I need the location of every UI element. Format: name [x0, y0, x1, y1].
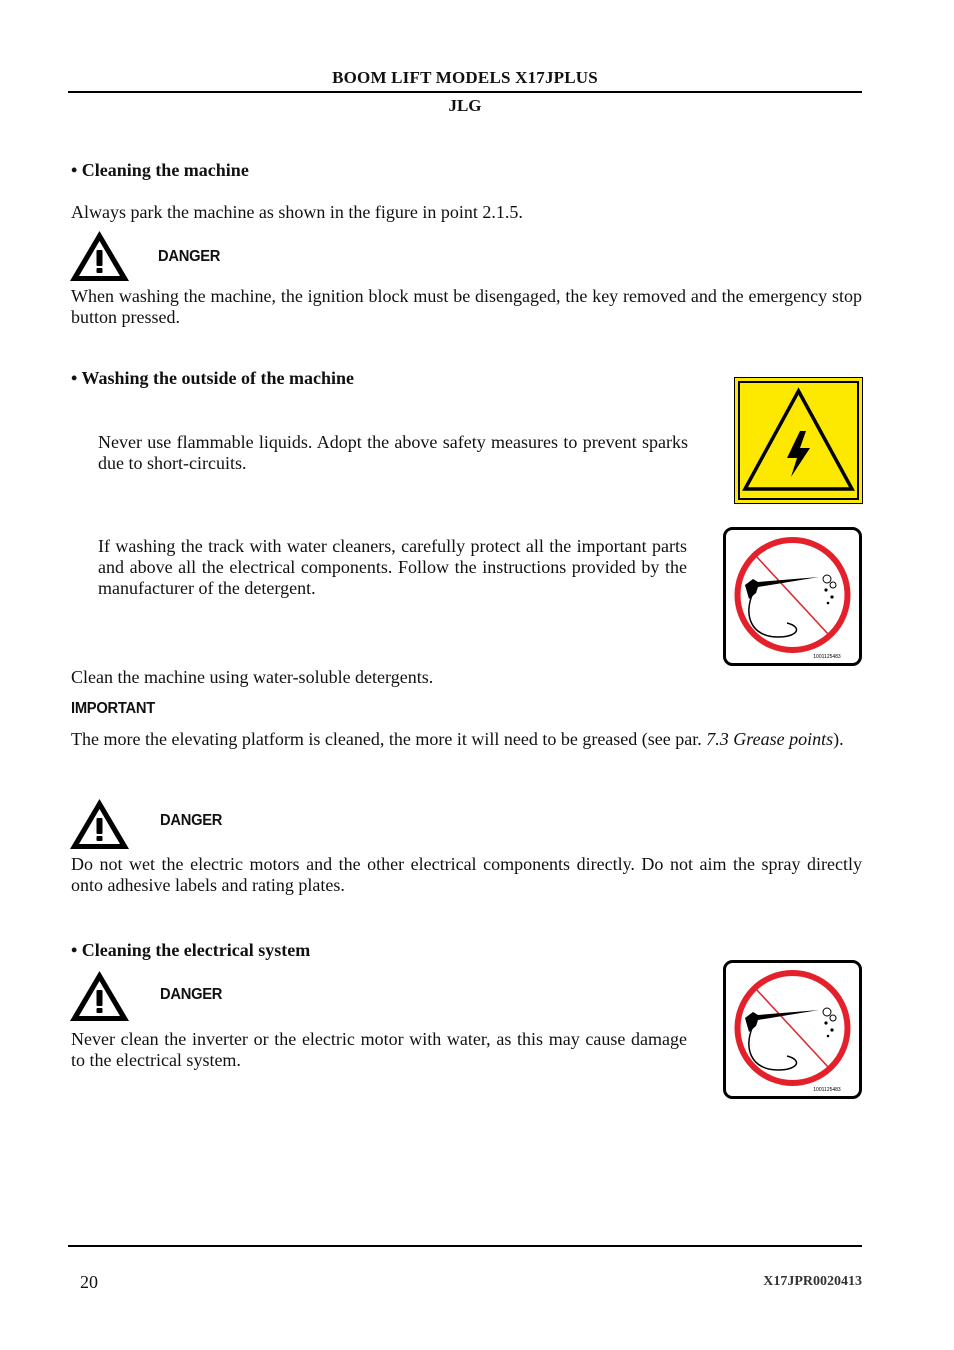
no-water-spray-icon	[723, 960, 862, 1099]
important-text-end: ).	[833, 729, 844, 749]
danger-label: DANGER	[158, 248, 221, 265]
paragraph-park: Always park the machine as shown in the figure in point 2.1.5.	[71, 202, 523, 222]
section-heading-washing-outside: • Washing the outside of the machine	[71, 368, 354, 388]
header-rule	[68, 91, 862, 93]
decal-code: 1001125483	[813, 654, 841, 660]
paragraph-important	[71, 729, 862, 750]
document-subtitle: JLG	[448, 96, 482, 115]
warning-triangle-icon	[68, 797, 131, 851]
important-label: IMPORTANT	[71, 700, 155, 717]
warning-triangle-icon	[68, 969, 131, 1023]
grease-points-link: 7.3 Grease points	[706, 729, 834, 749]
paragraph-danger-ignition: When washing the machine, the ignition block must be disengaged, the key removed and the emergency stop button pressed.	[71, 286, 862, 327]
paragraph-danger-inverter: Never clean the inverter or the electric motor with water, as this may cause damage to the electrical system.	[71, 1029, 687, 1070]
footer-rule	[68, 1245, 862, 1247]
document-title: BOOM LIFT MODELS X17JPLUS	[332, 68, 598, 87]
danger-label: DANGER	[160, 986, 223, 1003]
section-heading-cleaning-electrical: • Cleaning the electrical system	[71, 940, 311, 960]
warning-triangle-icon	[68, 229, 131, 283]
paragraph-flammable: Never use flammable liquids. Adopt the above safety measures to prevent sparks due to short-circuits.	[98, 432, 688, 473]
page-number: 20	[80, 1272, 98, 1292]
important-text: The more the elevating platform is cleaned, the more it will need to be greased (see par.	[71, 729, 707, 749]
decal-code: 1001125483	[813, 1087, 841, 1093]
section-heading-cleaning-machine: • Cleaning the machine	[71, 160, 249, 180]
paragraph-track: If washing the track with water cleaners, carefully protect all the important parts and above all the electrical components. Follow the instructions provided by the manufacturer of the detergent.	[98, 536, 687, 598]
danger-label: DANGER	[160, 812, 223, 829]
no-water-spray-icon	[723, 527, 862, 666]
electrical-hazard-icon	[734, 377, 863, 504]
document-code: X17JPR0020413	[763, 1274, 862, 1289]
paragraph-detergents: Clean the machine using water-soluble detergents.	[71, 667, 434, 687]
paragraph-danger-motors: Do not wet the electric motors and the other electrical components directly. Do not aim the spray directly onto adhesive labels and rating plates.	[71, 854, 862, 895]
